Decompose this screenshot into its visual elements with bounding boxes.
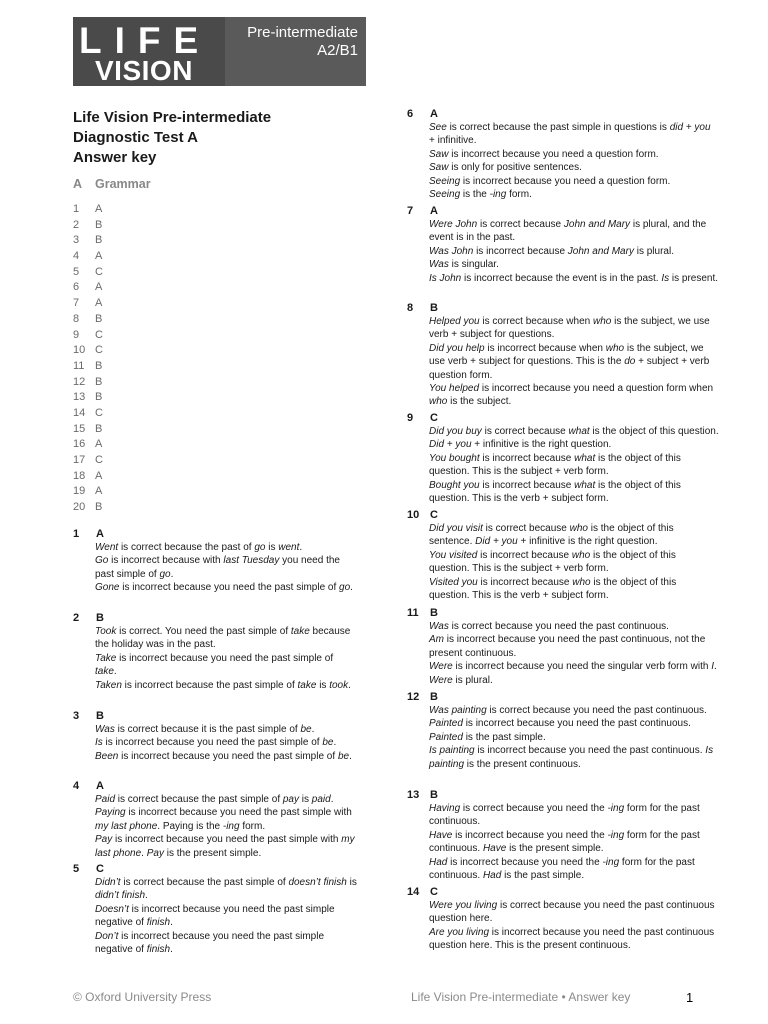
question-number: 10 — [407, 509, 420, 521]
explanation-item — [407, 411, 719, 505]
question-number: 13 — [407, 789, 420, 801]
answer-row — [73, 280, 103, 296]
explanation-text — [95, 541, 357, 595]
explanation-line: Paid is correct because the past simple of pay is paid. — [95, 794, 334, 805]
explanation-item — [407, 690, 719, 771]
explanation-line: Was painting is correct because you need the past continuous. — [429, 705, 707, 716]
answer-letter: C — [95, 265, 103, 278]
explanation-line: Had is incorrect because you need the -ing form for the past continuous. Had is the past simple. — [429, 856, 695, 882]
page-number: 1 — [686, 990, 694, 1005]
explanation-item — [407, 107, 719, 201]
explanation-item — [407, 301, 719, 409]
explanation-text — [429, 704, 719, 771]
explanation-line: Painted is incorrect because you need the past continuous. Painted is the past simple. — [429, 718, 691, 743]
section-letter: A — [73, 177, 83, 191]
explanation-line: Did you help is incorrect because when who is the subject, we use verb + subject for questions. This is the do + subject + verb question form. — [429, 342, 710, 381]
explanation-header — [73, 862, 357, 876]
explanation-text — [95, 793, 357, 860]
question-number: 3 — [73, 710, 80, 722]
answer-row — [73, 312, 103, 328]
document-title — [73, 108, 271, 168]
answer-letter: A — [95, 469, 103, 482]
explanation-text — [429, 425, 719, 505]
question-number: 1 — [73, 528, 80, 540]
answer-letter: C — [95, 406, 103, 419]
question-answer: B — [96, 710, 104, 722]
explanation-line: You helped is incorrect because you need a question form when who is the subject. — [429, 383, 714, 408]
answer-row — [73, 202, 103, 218]
explanation-line: Did you buy is correct because what is the object of this question. Did + you + infinitive is the right question. — [429, 426, 719, 451]
answer-row — [73, 343, 103, 359]
explanation-text — [95, 876, 357, 956]
explanation-line: Were John is correct because John and Mary is plural, and the event is in the past. — [429, 219, 707, 244]
explanation-item — [407, 788, 719, 882]
explanation-line: Saw is incorrect because you need a question form. — [429, 148, 659, 160]
answer-row — [73, 296, 103, 312]
explanation-item — [407, 508, 719, 602]
explanation-line: Is John is incorrect because the event is in the past. Is is present. — [429, 272, 719, 284]
explanation-line: Was is correct because it is the past simple of be. — [95, 724, 315, 735]
explanation-item — [73, 779, 357, 860]
answer-number: 1 — [73, 203, 80, 215]
explanation-line: Doesn’t is incorrect because you need the past simple negative of finish. — [95, 903, 335, 929]
answer-letter: B — [95, 501, 103, 514]
answer-number: 18 — [73, 469, 86, 482]
footer-copyright: © Oxford University Press — [73, 990, 212, 1004]
answer-letter: B — [95, 391, 103, 404]
explanation-text — [429, 802, 719, 882]
explanation-line: Is is incorrect because you need the past simple of be. — [95, 737, 337, 749]
explanation-line: Taken is incorrect because the past simple of take is took. — [95, 679, 351, 691]
explanation-text — [429, 218, 719, 285]
title-line: Answer key — [73, 149, 157, 166]
answer-row — [73, 437, 103, 453]
explanation-line: Was John is incorrect because John and Mary is plural. — [429, 245, 674, 257]
explanation-line: Having is correct because you need the -ing form for the past continuous. — [429, 803, 700, 828]
answer-row — [73, 406, 103, 422]
answer-number: 12 — [73, 375, 86, 388]
explanation-text — [429, 620, 719, 687]
explanation-header — [73, 779, 357, 793]
answer-row — [73, 484, 103, 500]
answer-row — [73, 469, 103, 485]
answer-letter: B — [95, 234, 103, 247]
explanation-item — [73, 527, 357, 595]
explanation-line: See is correct because the past simple in questions is did + you + infinitive. — [429, 122, 711, 147]
answer-number: 9 — [73, 328, 80, 341]
footer-book: Life Vision Pre-intermediate • Answer key — [411, 990, 631, 1004]
explanation-header — [73, 611, 357, 625]
explanation-line: Didn’t is correct because the past simple of doesn’t finish is didn’t finish. — [95, 877, 357, 902]
explanation-line: Pay is incorrect because you need the past simple with my last phone. Pay is the present simple. — [95, 834, 355, 859]
answer-number: 13 — [73, 391, 86, 404]
explanation-line: Is painting is incorrect because you need the past continuous. Is painting is the present continuous. — [429, 745, 714, 770]
logo-brand-top: LIFE — [79, 20, 212, 61]
level-code: A2/B1 — [317, 42, 358, 59]
answer-letter: B — [95, 218, 103, 231]
question-number: 11 — [407, 607, 419, 619]
question-answer: B — [430, 302, 438, 314]
explanation-header — [73, 709, 357, 723]
answer-letter: A — [95, 203, 103, 215]
explanation-item — [73, 709, 357, 763]
question-number: 6 — [407, 108, 414, 120]
explanation-line: Was is correct because you need the past continuous. — [429, 621, 669, 632]
question-answer: A — [430, 205, 438, 217]
answer-letter: B — [95, 312, 103, 325]
answer-number: 20 — [73, 501, 86, 514]
question-number: 14 — [407, 886, 420, 898]
answer-letter: C — [95, 328, 103, 341]
explanation-text — [429, 121, 719, 201]
explanation-header — [407, 606, 719, 620]
explanation-header — [407, 885, 719, 899]
answer-number: 8 — [73, 312, 80, 325]
explanation-text — [429, 899, 719, 953]
explanation-line: Don’t is incorrect because you need the past simple negative of finish. — [95, 930, 325, 956]
question-answer: C — [430, 886, 438, 898]
answer-row — [73, 375, 103, 391]
answer-letter: C — [95, 454, 103, 466]
explanation-header — [407, 301, 719, 315]
explanation-line: Went is correct because the past of go is went. — [95, 542, 303, 553]
explanation-item — [73, 862, 357, 956]
explanation-header — [407, 204, 719, 218]
explanation-item — [73, 611, 357, 692]
section-heading — [73, 177, 151, 191]
answer-number: 11 — [73, 359, 85, 372]
explanation-line: Am is incorrect because you need the past continuous, not the present continuous. — [429, 634, 706, 659]
explanation-line: Gone is incorrect because you need the past simple of go. — [95, 582, 353, 594]
question-answer: B — [430, 607, 438, 619]
answer-number: 7 — [73, 297, 80, 310]
question-answer: C — [430, 509, 438, 521]
answer-letter: A — [95, 438, 103, 451]
question-answer: A — [96, 780, 104, 792]
answer-list — [73, 202, 103, 516]
explanation-line: Were you living is correct because you need the past continuous question here. — [429, 900, 715, 925]
answer-number: 10 — [73, 344, 86, 357]
explanation-header — [407, 508, 719, 522]
answer-row — [73, 328, 103, 344]
explanation-item — [407, 885, 719, 953]
explanation-line: Seeing is incorrect because you need a question form. — [429, 175, 671, 187]
explanation-header — [407, 690, 719, 704]
answer-number: 5 — [73, 265, 80, 278]
explanation-line: Did you visit is correct because who is the object of this sentence. Did + you + infinitive is the right question. — [429, 523, 674, 548]
answer-row — [73, 218, 103, 234]
question-answer: C — [96, 863, 104, 875]
level-name: Pre-intermediate — [247, 24, 358, 41]
answer-number: 14 — [73, 406, 86, 419]
question-number: 2 — [73, 612, 80, 624]
explanation-line: Was is singular. — [429, 259, 499, 271]
explanation-line: Are you living is incorrect because you need the past continuous question here. This is the present continuous. — [429, 926, 715, 952]
section-name: Grammar — [95, 177, 151, 191]
explanation-line: Helped you is correct because when who is the subject, we use verb + subject for questions. — [429, 316, 710, 341]
answer-row — [73, 390, 103, 406]
question-number: 8 — [407, 302, 414, 314]
explanation-header — [407, 411, 719, 425]
explanation-line: Paying is incorrect because you need the past simple with my last phone. Paying is the -ing form. — [95, 807, 352, 832]
answer-letter: B — [95, 375, 103, 388]
explanation-line: You visited is incorrect because who is the object of this question. This is the subject + verb form. — [429, 549, 676, 575]
explanation-line: Visited you is incorrect because who is the object of this question. This is the verb + subject form. — [429, 576, 677, 602]
question-number: 12 — [407, 691, 420, 703]
answer-row — [73, 249, 103, 265]
answer-number: 3 — [73, 234, 80, 247]
explanation-line: Take is incorrect because you need the past simple of take. — [95, 652, 334, 678]
question-answer: A — [430, 108, 438, 120]
logo-brand-bottom: VISION — [95, 55, 193, 86]
answer-row — [73, 422, 103, 438]
explanation-line: Have is incorrect because you need the -ing form for the past continuous. Have is the present simple. — [429, 829, 700, 855]
question-number: 9 — [407, 412, 414, 424]
explanation-line: Took is correct. You need the past simple of take because the holiday was in the past. — [95, 626, 351, 651]
question-number: 7 — [407, 205, 414, 217]
answer-row — [73, 500, 103, 516]
question-answer: B — [96, 612, 104, 624]
answer-number: 16 — [73, 438, 86, 451]
life-vision-logo — [73, 17, 366, 86]
answer-number: 19 — [73, 485, 86, 498]
answer-row — [73, 453, 103, 469]
explanation-line: You bought is incorrect because what is the object of this question. This is the subject + verb form. — [429, 452, 681, 478]
explanation-text — [95, 723, 357, 763]
title-line: Life Vision Pre-intermediate — [73, 109, 272, 126]
explanation-line: Were is incorrect because you need the singular verb form with I. Were is plural. — [429, 661, 717, 686]
question-answer: A — [96, 528, 104, 540]
question-answer: B — [430, 789, 438, 801]
answer-number: 15 — [73, 422, 86, 435]
explanation-text — [429, 315, 719, 409]
answer-letter: B — [95, 359, 103, 372]
explanation-item — [407, 606, 719, 687]
answer-number: 17 — [73, 454, 86, 466]
explanation-text — [429, 522, 719, 602]
question-answer: C — [430, 412, 438, 424]
explanation-line: Bought you is incorrect because what is the object of this question. This is the verb + subject form. — [429, 479, 681, 505]
answer-number: 4 — [73, 250, 80, 263]
explanation-header — [73, 527, 357, 541]
explanation-line: Been is incorrect because you need the past simple of be. — [95, 750, 352, 762]
answer-number: 2 — [73, 218, 80, 231]
question-number: 5 — [73, 863, 80, 875]
answer-letter: A — [95, 281, 103, 294]
question-number: 4 — [73, 780, 80, 792]
explanation-header — [407, 107, 719, 121]
answer-row — [73, 265, 103, 281]
answer-letter: A — [95, 485, 103, 498]
explanation-header — [407, 788, 719, 802]
question-answer: B — [430, 691, 438, 703]
explanation-text — [95, 625, 357, 692]
answer-row — [73, 359, 103, 375]
explanation-line: Saw is only for positive sentences. — [429, 162, 582, 174]
answer-letter: A — [95, 297, 103, 310]
answer-letter: B — [95, 422, 103, 435]
answer-number: 6 — [73, 281, 80, 294]
logo-level — [247, 24, 358, 60]
answer-letter: A — [95, 250, 103, 263]
explanation-line: Seeing is the -ing form. — [429, 189, 532, 201]
explanation-item — [407, 204, 719, 285]
title-line: Diagnostic Test A — [73, 129, 199, 146]
answer-letter: C — [95, 344, 103, 357]
logo-brand-block — [73, 17, 225, 86]
answer-row — [73, 233, 103, 249]
explanation-line: Go is incorrect because with last Tuesday you need the past simple of go. — [95, 555, 340, 580]
